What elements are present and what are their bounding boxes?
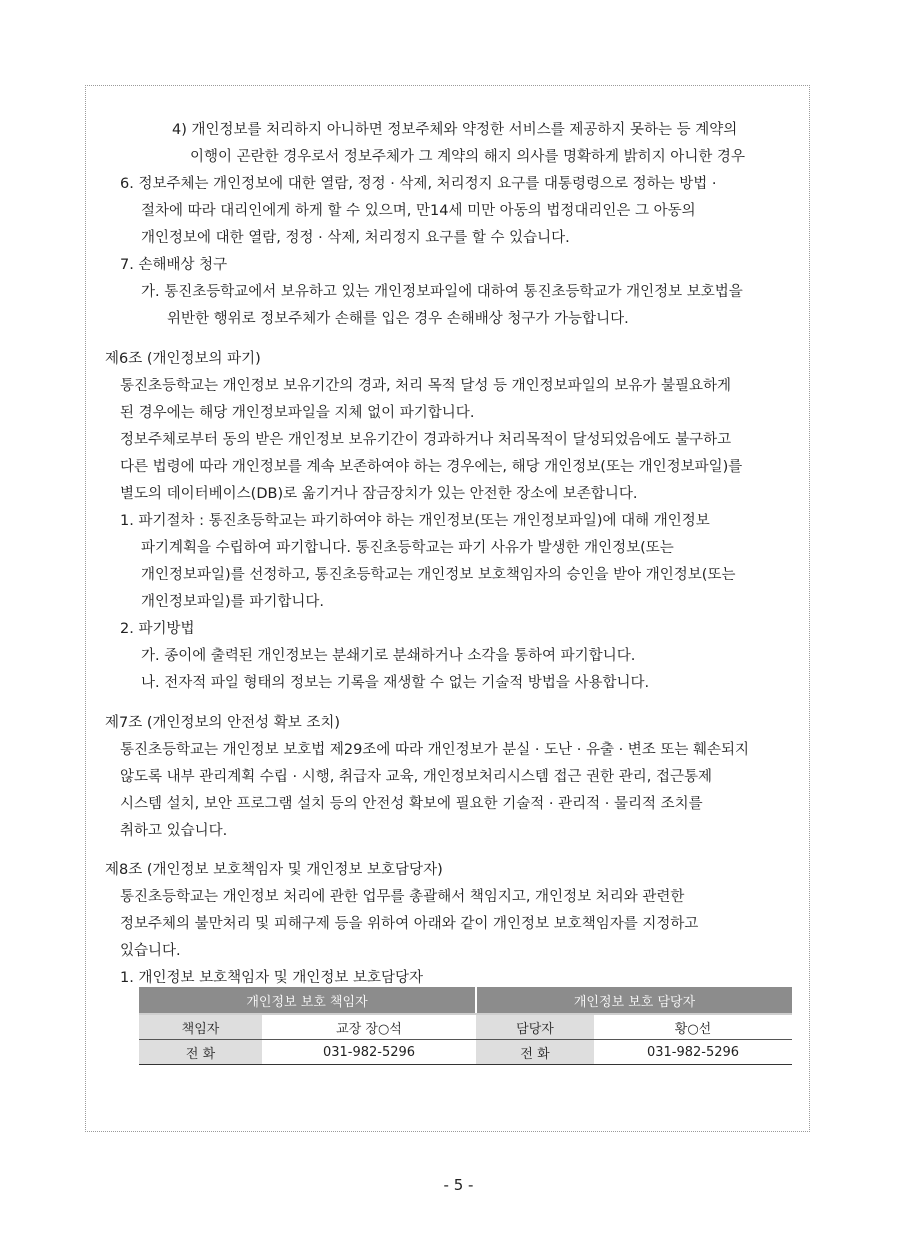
text-line: 절차에 따라 대리인에게 하게 할 수 있으며, 만14세 미만 아동의 법정대리인은 그 아동의 [141,203,696,219]
header-responsible: 개인정보 보호 책임자 [139,987,476,1014]
text-line: 1. 파기절차 : 통진초등학교는 파기하여야 하는 개인정보(또는 개인정보파일)에 대해 개인정보 [120,513,710,529]
text-line: 통진초등학교는 개인정보 보호법 제29조에 따라 개인정보가 분실 · 도난 · 유출 · 변조 또는 훼손되지 [120,742,750,758]
table-row [139,1014,792,1040]
table-header-row [139,987,792,1014]
text-line: 통진초등학교는 개인정보 보유기간의 경과, 처리 목적 달성 등 개인정보파일의 보유가 불필요하게 [120,378,731,394]
section-heading: 제6조 (개인정보의 파기) [105,351,261,367]
text-line: 나. 전자적 파일 형태의 정보는 기록을 재생할 수 없는 기술적 방법을 사용합니다. [141,675,650,691]
cell-label: 전 화 [476,1040,594,1065]
cell-value: 031-982-5296 [594,1040,792,1065]
cell-value: 황○선 [594,1014,792,1040]
header-staff: 개인정보 보호 담당자 [476,987,792,1014]
cell-value: 031-982-5296 [262,1040,476,1065]
section-heading: 제7조 (개인정보의 안전성 확보 조치) [105,715,341,731]
text-line: 개인정보파일)를 선정하고, 통진초등학교는 개인정보 보호책임자의 승인을 받아 개인정보(또는 [141,567,736,583]
text-line: 개인정보파일)를 파기합니다. [141,594,324,610]
section-heading: 제8조 (개인정보 보호책임자 및 개인정보 보호담당자) [105,862,443,878]
text-line: 이행이 곤란한 경우로서 정보주체가 그 계약의 해지 의사를 명확하게 밝히지 아니한 경우 [190,149,745,165]
text-line: 있습니다. [120,943,181,959]
cell-value: 교장 장○석 [262,1014,476,1040]
text-line: 다른 법령에 따라 개인정보를 계속 보존하여야 하는 경우에는, 해당 개인정보(또는 개인정보파일)를 [120,459,743,475]
text-line: 4) 개인정보를 처리하지 아니하면 정보주체와 약정한 서비스를 제공하지 못하는 등 계약의 [172,122,738,138]
table-row [139,1040,792,1065]
text-line: 파기계획을 수립하여 파기합니다. 통진초등학교는 파기 사유가 발생한 개인정보(또는 [141,540,674,556]
text-line: 않도록 내부 관리계획 수립 · 시행, 취급자 교육, 개인정보처리시스템 접근 권한 관리, 접근통제 [120,769,713,785]
text-line: 정보주체로부터 동의 받은 개인정보 보유기간이 경과하거나 처리목적이 달성되었음에도 불구하고 [120,432,732,448]
cell-label: 책임자 [139,1014,262,1040]
text-line: 6. 정보주체는 개인정보에 대한 열람, 정정 · 삭제, 처리정지 요구를 대통령령으로 정하는 방법 · [120,176,717,192]
text-line: 시스템 설치, 보안 프로그램 설치 등의 안전성 확보에 필요한 기술적 · 관리적 · 물리적 조치를 [120,796,703,812]
text-line: 개인정보에 대한 열람, 정정 · 삭제, 처리정지 요구를 할 수 있습니다. [141,230,570,246]
text-line: 7. 손해배상 청구 [120,257,228,273]
text-line: 된 경우에는 해당 개인정보파일을 지체 없이 파기합니다. [120,405,475,421]
text-line: 1. 개인정보 보호책임자 및 개인정보 보호담당자 [120,970,424,986]
text-line: 정보주체의 불만처리 및 피해구제 등을 위하여 아래와 같이 개인정보 보호책임자를 지정하고 [120,916,699,932]
page-number: - 5 - [443,1176,474,1194]
cell-label: 담당자 [476,1014,594,1040]
text-line: 위반한 행위로 정보주체가 손해를 입은 경우 손해배상 청구가 가능합니다. [167,311,629,327]
text-line: 취하고 있습니다. [120,823,228,839]
text-line: 별도의 데이터베이스(DB)로 옮기거나 잠금장치가 있는 안전한 장소에 보존합니다. [120,486,638,502]
contact-table [139,987,792,1065]
text-line: 통진초등학교는 개인정보 처리에 관한 업무를 총괄해서 책임지고, 개인정보 처리와 관련한 [120,889,685,905]
cell-label: 전 화 [139,1040,262,1065]
text-line: 2. 파기방법 [120,621,195,637]
text-line: 가. 종이에 출력된 개인정보는 분쇄기로 분쇄하거나 소각을 통하여 파기합니다. [141,648,636,664]
text-line: 가. 통진초등학교에서 보유하고 있는 개인정보파일에 대하여 통진초등학교가 개인정보 보호법을 [141,284,743,300]
